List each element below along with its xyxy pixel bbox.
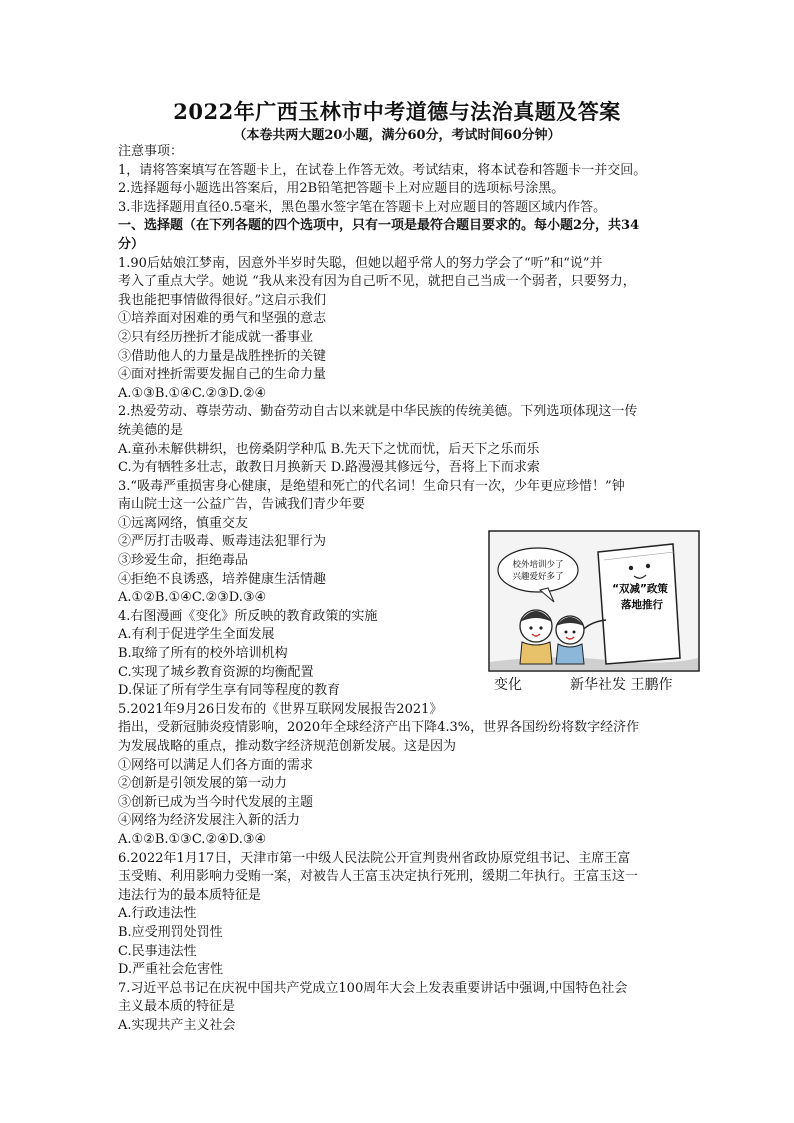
question-3-stem: 3.“吸毒严重损害身心健康，是绝望和死亡的代名词！生命只有一次，少年更应珍惜！”钟 [118,478,625,494]
question-3-option: ①远离网络，慎重交友 [118,515,249,531]
question-4-option: B.取缔了所有的校外培训机构 [118,646,288,662]
question-4-option: C.实现了城乡教育资源的均衡配置 [118,664,314,680]
question-5-option: ②创新是引领发展的第一动力 [118,776,288,792]
question-1-option: ①培养面对困难的勇气和坚强的意志 [118,311,327,327]
question-3-option: ②严厉打击吸毒、贩毒违法犯罪行为 [118,534,327,550]
question-2-stem: 2.热爱劳动、尊崇劳动、勤奋劳动自古以来就是中华民族的传统美德。下列选项体现这一传 [118,404,638,420]
note-item: 1，请将答案填写在答题卡上，在试卷上作答无效。考试结束，将本试卷和答题卡一并交回。 [118,162,647,178]
sign-text-2: 落地推行 [621,599,663,611]
question-1-stem: 考入了重点大学。她说 “我从来没有因为自己听不见，就把自己当成一个弱者，只要努力， [118,274,636,290]
question-6-stem: 6.2022年1月17日，天津市第一中级人民法院公开宣判贵州省政协原党组书记、主席王富 [118,850,631,866]
note-item: 2.选择题每小题选出答案后，用2B铅笔把答题卡上对应题目的选项标号涂黑。 [118,181,565,197]
question-1-stem: 1.90后姑娘江梦南，因意外半岁时失聪，但她以超乎常人的努力学会了“听”和“说”并 [118,255,603,271]
question-3-option: ④拒绝不良诱惑，培养健康生活情趣 [118,571,327,587]
question-1-option: ④面对挫折需要发掘自己的生命力量 [118,367,327,383]
question-5-stem: 指出，受新冠肺炎疫情影响，2020年全球经济产出下降4.3%，世界各国纷纷将数字经济作 [118,720,640,736]
question-2-stem: 统美德的是 [118,422,184,438]
section-heading: 一、选择题（在下列各题的四个选项中，只有一项是最符合题目要求的。每小题2分，共34 [118,218,640,234]
question-4-option: A.有利于促进学生全面发展 [118,627,275,643]
question-3-choices: A.①②B.①④C.②③D.③④ [118,590,267,606]
question-2-option: A.童孙未解供耕织，也傍桑阴学种瓜 B.先天下之忧而忧，后天下之乐而乐 [118,441,540,457]
question-1-option: ②只有经历挫折才能成就一番事业 [118,329,314,345]
sign-text-1: “双减”政策 [612,583,668,595]
comic-caption [488,674,700,694]
question-1-choices: A.①③B.①④C.②③D.②④ [118,385,267,401]
question-1-option: ③借助他人的力量是战胜挫折的关键 [118,348,327,364]
note-item: 3.非选择题用直径0.5毫米，黑色墨水签字笔在答题卡上对应题目的答题区域内作答。 [118,199,607,215]
bubble-text-2: 兴趣爱好多了 [512,572,564,582]
question-3-stem: 南山院士这一公益广告，告诫我们青少年要 [118,497,366,513]
question-6-option: B.应受刑罚处罚性 [118,924,223,940]
bubble-text-1: 校外培训少了 [512,560,564,570]
question-2-option: C.为有牺牲多壮志，敢教日月换新天 D.路漫漫其修远兮，吾将上下而求索 [118,460,540,476]
question-6-stem: 违法行为的最本质特征是 [118,887,262,903]
question-7-stem: 7.习近平总书记在庆祝中国共产党成立100周年大会上发表重要讲话中强调,中国特色社会 [118,980,628,996]
comic-illustration [488,530,700,694]
section-heading-cont: 分） [118,236,145,252]
question-5-choices: A.①②B.①③C.②④D.③④ [118,831,267,847]
question-6-option: A.行政违法性 [118,906,197,922]
notes-heading: 注意事项： [118,144,184,159]
question-7-stem: 主义最本质的特征是 [118,999,236,1015]
comic-caption-credit: 新华社发 王鹏作 [570,677,673,693]
question-3-option: ③珍爱生命，拒绝毒品 [118,553,249,569]
question-6-stem: 玉受贿、利用影响力受贿一案，对被告人王富玉决定执行死刑，缓期二年执行。王富玉这一 [118,869,639,885]
question-5-stem: 5.2021年9月26日发布的《世界互联网发展报告2021》 [118,701,443,717]
question-4-stem: 4.右图漫画《变化》所反映的教育政策的实施 [118,608,378,624]
question-6-option: C.民事违法性 [118,943,197,959]
question-4-option: D.保证了所有学生享有同等程度的教育 [118,683,341,699]
question-5-option: ④网络为经济发展注入新的活力 [118,813,301,829]
comic-caption-title: 变化 [494,677,522,693]
question-5-option: ①网络可以满足人们各方面的需求 [118,757,314,773]
question-6-option: D.严重社会危害性 [118,962,224,978]
question-7-option: A.实现共产主义社会 [118,1017,236,1033]
question-5-stem: 为发展战略的重点，推动数字经济规范创新发展。这是因为 [118,739,457,754]
question-1-stem: 我也能把事情做得很好。”这启示我们 [118,292,327,308]
page-subtitle: （本卷共两大题20小题，满分60分，考试时间60分钟） [233,128,561,143]
question-5-option: ③创新已成为当今时代发展的主题 [118,794,314,810]
comic-drawing [488,530,700,694]
page-title: 2022年广西玉林市中考道德与法治真题及答案 [173,99,621,124]
